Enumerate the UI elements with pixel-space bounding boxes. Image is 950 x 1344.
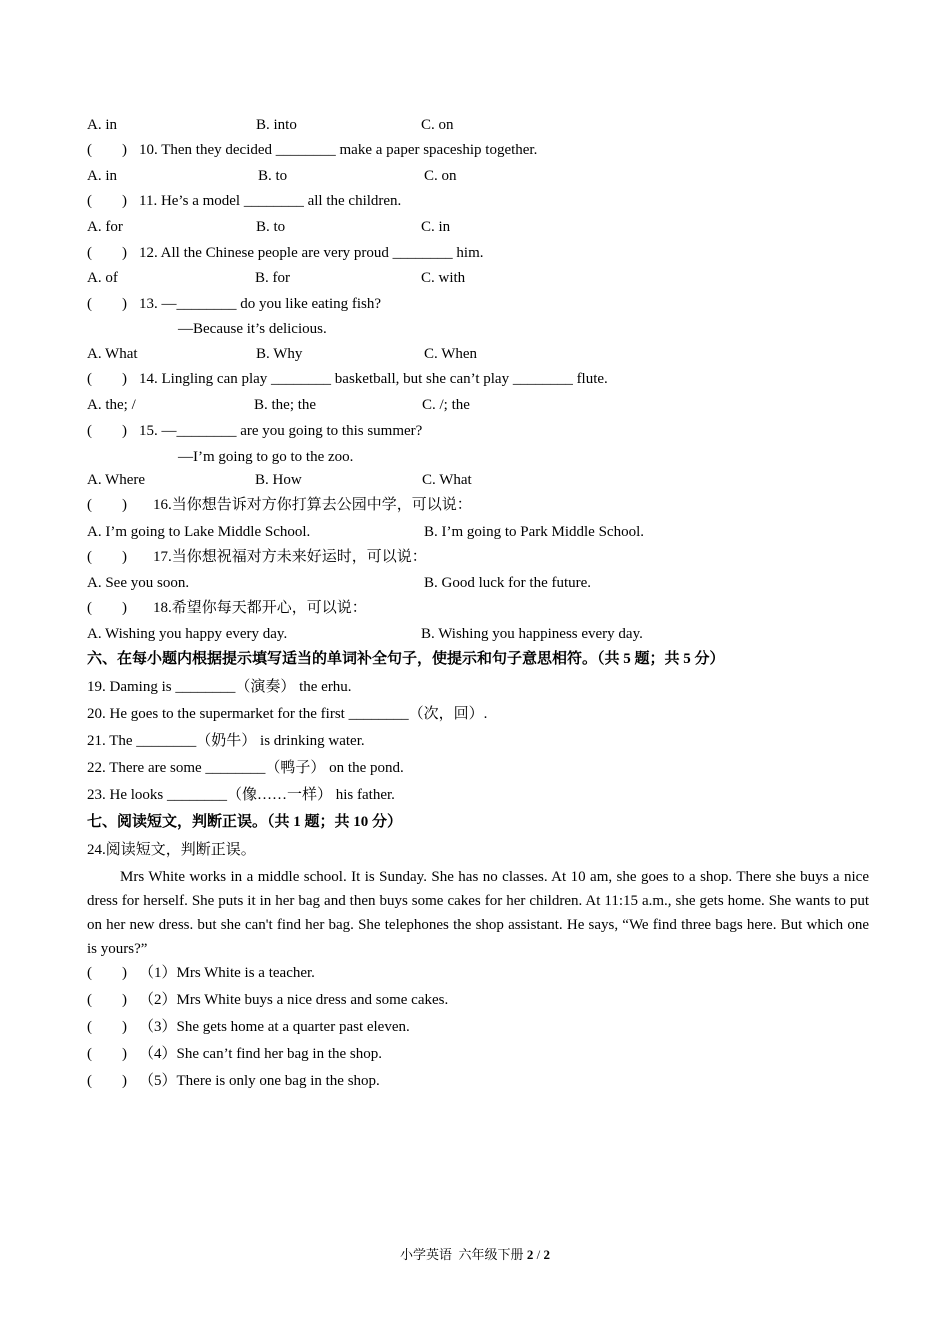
q13-stem	[0, 293, 950, 315]
footer-subject: 小学英语 六年级下册	[400, 1247, 524, 1262]
q24-item-2	[0, 989, 950, 1011]
question-text: 15. —________ are you going to this summer?	[139, 423, 423, 439]
option-b: B. into	[256, 117, 297, 133]
answer-bracket: ( )	[87, 371, 127, 387]
q17-stem	[0, 546, 950, 568]
option-a: A. I’m going to Lake Middle School.	[87, 524, 311, 540]
section-heading-text: 七、阅读短文，判断正误。（共 1 题；共 10 分）	[87, 814, 403, 830]
q24-item-5	[0, 1070, 950, 1092]
q18-stem	[0, 597, 950, 619]
option-c: C. on	[421, 117, 454, 133]
option-b: B. Why	[256, 346, 303, 362]
answer-bracket: ( )	[87, 1046, 127, 1062]
reading-passage: Mrs White works in a middle school. It is Sunday. She has no classes. At 10 am, she goes to a shop. There she buys a nice dress for herself. She puts it in her bag and then buys some cakes for her children. At 11:15 a.m., she gets home. She wants to put on her new dress. but she can't find her bag. She telephones the shop assistant. He says, “We find three bags here. But which one is yours?”	[87, 869, 869, 957]
q10-options	[0, 165, 950, 187]
section-7-heading	[0, 811, 950, 833]
item-text: （2）Mrs White buys a nice dress and some cakes.	[139, 992, 449, 1008]
answer-bracket: ( )	[87, 992, 127, 1008]
question-text: 23. He looks ________（像……一样） his father.	[87, 787, 395, 803]
q13-reply	[0, 318, 950, 340]
answer-bracket: ( )	[87, 193, 127, 209]
question-text: 18.希望你每天都开心，可以说：	[153, 600, 367, 616]
item-text: （4）She can’t find her bag in the shop.	[139, 1046, 383, 1062]
option-a: A. Where	[87, 472, 146, 488]
answer-bracket: ( )	[87, 423, 127, 439]
option-c: C. on	[424, 168, 457, 184]
q20	[0, 703, 950, 725]
q16-stem	[0, 494, 950, 516]
answer-bracket: ( )	[87, 142, 127, 158]
option-a: A. the; /	[87, 397, 136, 413]
q12-options	[0, 267, 950, 289]
q24-item-1	[0, 962, 950, 984]
answer-bracket: ( )	[87, 497, 127, 513]
section-6-heading	[0, 648, 950, 670]
question-text: 19. Daming is ________（演奏） the erhu.	[87, 679, 352, 695]
answer-bracket: ( )	[87, 296, 127, 312]
q24-item-4	[0, 1043, 950, 1065]
option-b: B. the; the	[254, 397, 317, 413]
option-a: A. What	[87, 346, 138, 362]
option-c: C. When	[424, 346, 478, 362]
question-text: 16.当你想告诉对方你打算去公园中学，可以说：	[153, 497, 472, 513]
option-a: A. of	[87, 270, 118, 286]
option-b: B. for	[255, 270, 290, 286]
answer-bracket: ( )	[87, 1019, 127, 1035]
q23	[0, 784, 950, 806]
question-text: 17.当你想祝福对方未来好运时，可以说：	[153, 549, 427, 565]
option-a: A. See you soon.	[87, 575, 190, 591]
q14-options	[0, 394, 950, 416]
option-c: C. in	[421, 219, 451, 235]
question-text: 13. —________ do you like eating fish?	[139, 296, 382, 312]
option-c: C. with	[421, 270, 466, 286]
q18-options	[0, 623, 950, 645]
option-a: A. for	[87, 219, 123, 235]
question-text: 21. The ________（奶牛） is drinking water.	[87, 733, 365, 749]
q15-stem	[0, 420, 950, 442]
question-text: 22. There are some ________（鸭子） on the pond.	[87, 760, 404, 776]
option-b: B. How	[255, 472, 302, 488]
answer-bracket: ( )	[87, 600, 127, 616]
q14-stem	[0, 368, 950, 390]
answer-bracket: ( )	[87, 965, 127, 981]
question-text: 11. He’s a model ________ all the children.	[139, 193, 402, 209]
option-c: C. /; the	[422, 397, 470, 413]
q9-options	[0, 114, 950, 136]
question-text: 10. Then they decided ________ make a paper spaceship together.	[139, 142, 538, 158]
q15-reply	[0, 446, 950, 468]
option-b: B. I’m going to Park Middle School.	[424, 524, 644, 540]
q24-stem	[0, 839, 950, 861]
item-text: （1）Mrs White is a teacher.	[139, 965, 315, 981]
q11-options	[0, 216, 950, 238]
q15-options	[0, 469, 950, 491]
option-a: A. in	[87, 168, 117, 184]
q10-stem	[0, 139, 950, 161]
answer-bracket: ( )	[87, 245, 127, 261]
option-a: A. Wishing you happy every day.	[87, 626, 288, 642]
option-b: B. to	[256, 219, 286, 235]
footer-page-number: 2	[526, 1247, 534, 1262]
footer-separator: /	[536, 1247, 541, 1262]
q17-options	[0, 572, 950, 594]
answer-bracket: ( )	[87, 1073, 127, 1089]
option-b: B. Good luck for the future.	[424, 575, 592, 591]
q12-stem	[0, 242, 950, 264]
option-b: B. to	[258, 168, 288, 184]
q16-options	[0, 521, 950, 543]
reply-text: —I’m going to go to the zoo.	[178, 449, 354, 465]
answer-bracket: ( )	[87, 549, 127, 565]
q19	[0, 676, 950, 698]
item-text: （5）There is only one bag in the shop.	[139, 1073, 380, 1089]
option-b: B. Wishing you happiness every day.	[421, 626, 643, 642]
question-text: 14. Lingling can play ________ basketball, but she can’t play ________ flute.	[139, 371, 608, 387]
question-text: 20. He goes to the supermarket for the first ________（次，回）.	[87, 706, 488, 722]
q21	[0, 730, 950, 752]
question-text: 12. All the Chinese people are very proud ________ him.	[139, 245, 484, 261]
reply-text: —Because it’s delicious.	[178, 321, 327, 337]
q11-stem	[0, 190, 950, 212]
option-c: C. What	[422, 472, 472, 488]
question-text: 24.阅读短文，判断正误。	[87, 842, 256, 858]
footer-page-total: 2	[543, 1247, 550, 1262]
q22	[0, 757, 950, 779]
page-footer	[0, 1246, 950, 1264]
q24-item-3	[0, 1016, 950, 1038]
q13-options	[0, 343, 950, 365]
option-a: A. in	[87, 117, 117, 133]
section-heading-text: 六、在每小题内根据提示填写适当的单词补全句子，使提示和句子意思相符。（共 5 题；共 5 分）	[87, 651, 725, 667]
item-text: （3）She gets home at a quarter past eleven.	[139, 1019, 410, 1035]
